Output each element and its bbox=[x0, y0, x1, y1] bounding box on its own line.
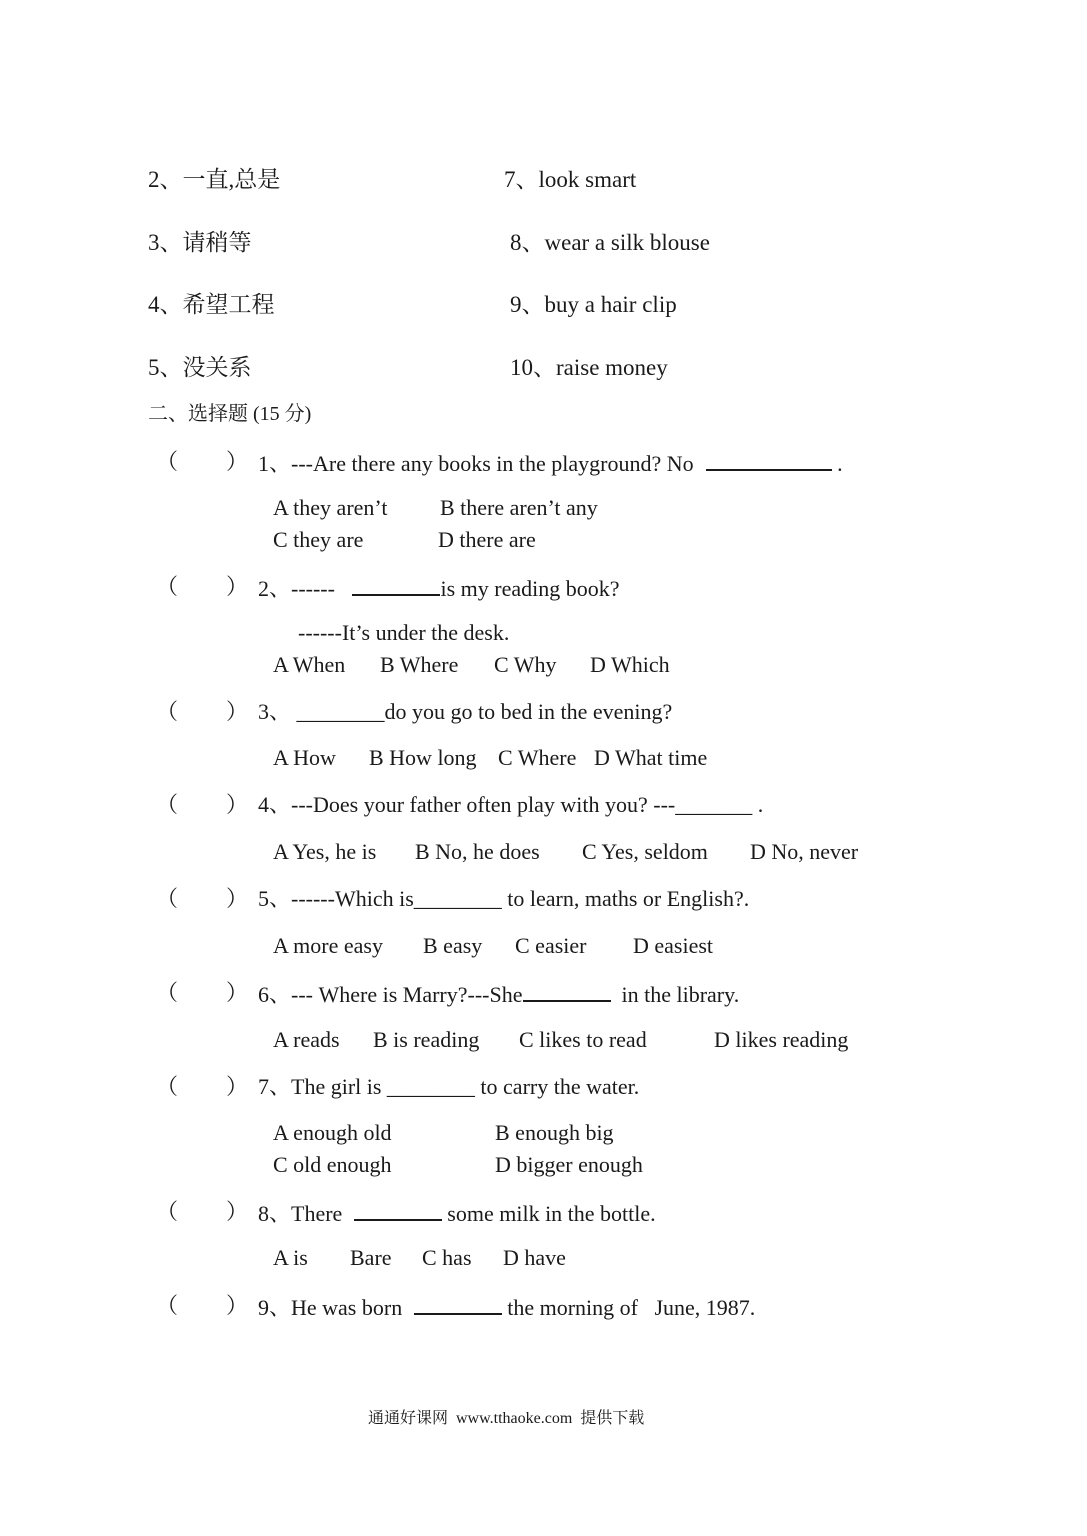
question-6-option-c: C likes to read bbox=[519, 1027, 647, 1052]
answer-paren-close: ） bbox=[226, 792, 249, 817]
vocab-left-5: 5、没关系 bbox=[148, 355, 252, 380]
question-1-option-a: A they aren’t bbox=[273, 495, 388, 520]
question-2 bbox=[258, 576, 620, 600]
question-7-option-a: A enough old bbox=[273, 1120, 392, 1145]
question-5: 5、------Which is________ to learn, maths or English?. bbox=[258, 886, 750, 911]
vocab-right-8: 8、wear a silk blouse bbox=[510, 230, 710, 255]
question-8-option-b: Bare bbox=[350, 1245, 392, 1270]
question-3-option-d: D What time bbox=[594, 745, 708, 770]
answer-blank bbox=[414, 1295, 502, 1315]
question-4-option-c: C Yes, seldom bbox=[582, 839, 708, 864]
question-2-response: ------It’s under the desk. bbox=[298, 620, 510, 645]
question-2-stem-end: is my reading book? bbox=[440, 576, 620, 601]
question-7-option-b: B enough big bbox=[495, 1120, 614, 1145]
question-2-option-a: A When bbox=[273, 652, 346, 677]
question-5-option-d: D easiest bbox=[633, 933, 714, 958]
question-8-stem: 8、There bbox=[258, 1201, 348, 1226]
question-9 bbox=[258, 1295, 755, 1319]
answer-paren-open: （ bbox=[156, 449, 179, 474]
question-1-stem: 1、---Are there any books in the playground? No bbox=[258, 451, 694, 476]
question-4-option-b: B No, he does bbox=[415, 839, 540, 864]
answer-paren-open: （ bbox=[156, 1074, 179, 1099]
question-4-option-d: D No, never bbox=[750, 839, 859, 864]
question-1-option-c: C they are bbox=[273, 527, 364, 552]
question-8-stem-end: some milk in the bottle. bbox=[441, 1201, 656, 1226]
answer-paren-close: ） bbox=[226, 980, 249, 1005]
question-4: 4、---Does your father often play with you? ---_______ . bbox=[258, 792, 764, 817]
question-6-stem: 6、--- Where is Marry?---She bbox=[258, 982, 523, 1007]
footer-source: 通通好课网 www.tthaoke.com 提供下载 bbox=[368, 1410, 645, 1427]
question-3-option-a: A How bbox=[273, 745, 336, 770]
question-3-option-c: C Where bbox=[498, 745, 577, 770]
vocab-left-3: 3、请稍等 bbox=[148, 230, 252, 255]
question-4-option-a: A Yes, he is bbox=[273, 839, 377, 864]
answer-paren-open: （ bbox=[156, 574, 179, 599]
answer-paren-close: ） bbox=[226, 699, 249, 724]
answer-paren-close: ） bbox=[226, 886, 249, 911]
answer-blank bbox=[354, 1201, 442, 1221]
question-3-option-b: B How long bbox=[369, 745, 477, 770]
question-7-option-c: C old enough bbox=[273, 1152, 392, 1177]
answer-blank bbox=[706, 451, 832, 471]
answer-paren-open: （ bbox=[156, 1293, 179, 1318]
question-8 bbox=[258, 1201, 656, 1225]
question-6-option-a: A reads bbox=[273, 1027, 340, 1052]
answer-paren-close: ） bbox=[226, 574, 249, 599]
question-7-option-d: D bigger enough bbox=[495, 1152, 643, 1177]
question-6-option-b: B is reading bbox=[373, 1027, 480, 1052]
answer-blank bbox=[523, 982, 611, 1002]
question-1-option-d: D there are bbox=[438, 527, 536, 552]
vocab-left-2: 2、一直,总是 bbox=[148, 167, 281, 192]
question-8-option-a: A is bbox=[273, 1245, 308, 1270]
question-5-option-c: C easier bbox=[515, 933, 587, 958]
question-2-option-b: B Where bbox=[380, 652, 459, 677]
vocab-left-4: 4、希望工程 bbox=[148, 292, 275, 317]
vocab-right-9: 9、buy a hair clip bbox=[510, 292, 677, 317]
vocab-right-10: 10、raise money bbox=[510, 355, 668, 380]
question-6 bbox=[258, 982, 739, 1006]
question-8-option-d: D have bbox=[503, 1245, 566, 1270]
answer-paren-open: （ bbox=[156, 699, 179, 724]
section-title: 二、选择题 (15 分) bbox=[148, 403, 312, 425]
question-3: 3、 ________do you go to bed in the evening? bbox=[258, 699, 673, 724]
question-6-stem-end: in the library. bbox=[610, 982, 740, 1007]
answer-paren-open: （ bbox=[156, 1199, 179, 1224]
question-9-stem: 9、He was born bbox=[258, 1295, 408, 1320]
question-1-stem-end: . bbox=[831, 451, 843, 476]
question-1 bbox=[258, 451, 843, 475]
question-6-option-d: D likes reading bbox=[714, 1027, 849, 1052]
answer-paren-close: ） bbox=[226, 1293, 249, 1318]
answer-paren-close: ） bbox=[226, 1074, 249, 1099]
question-2-option-c: C Why bbox=[494, 652, 557, 677]
answer-blank bbox=[352, 576, 440, 596]
vocab-right-7: 7、look smart bbox=[504, 167, 637, 192]
question-8-option-c: C has bbox=[422, 1245, 472, 1270]
question-5-option-a: A more easy bbox=[273, 933, 383, 958]
answer-paren-close: ） bbox=[226, 449, 249, 474]
answer-paren-open: （ bbox=[156, 792, 179, 817]
answer-paren-close: ） bbox=[226, 1199, 249, 1224]
question-2-stem: 2、------ bbox=[258, 576, 341, 601]
answer-paren-open: （ bbox=[156, 886, 179, 911]
question-7: 7、The girl is ________ to carry the water. bbox=[258, 1074, 640, 1099]
answer-paren-open: （ bbox=[156, 980, 179, 1005]
question-2-option-d: D Which bbox=[590, 652, 670, 677]
question-1-option-b: B there aren’t any bbox=[440, 495, 598, 520]
question-5-option-b: B easy bbox=[423, 933, 483, 958]
question-9-stem-end: the morning of June, 1987. bbox=[501, 1295, 756, 1320]
